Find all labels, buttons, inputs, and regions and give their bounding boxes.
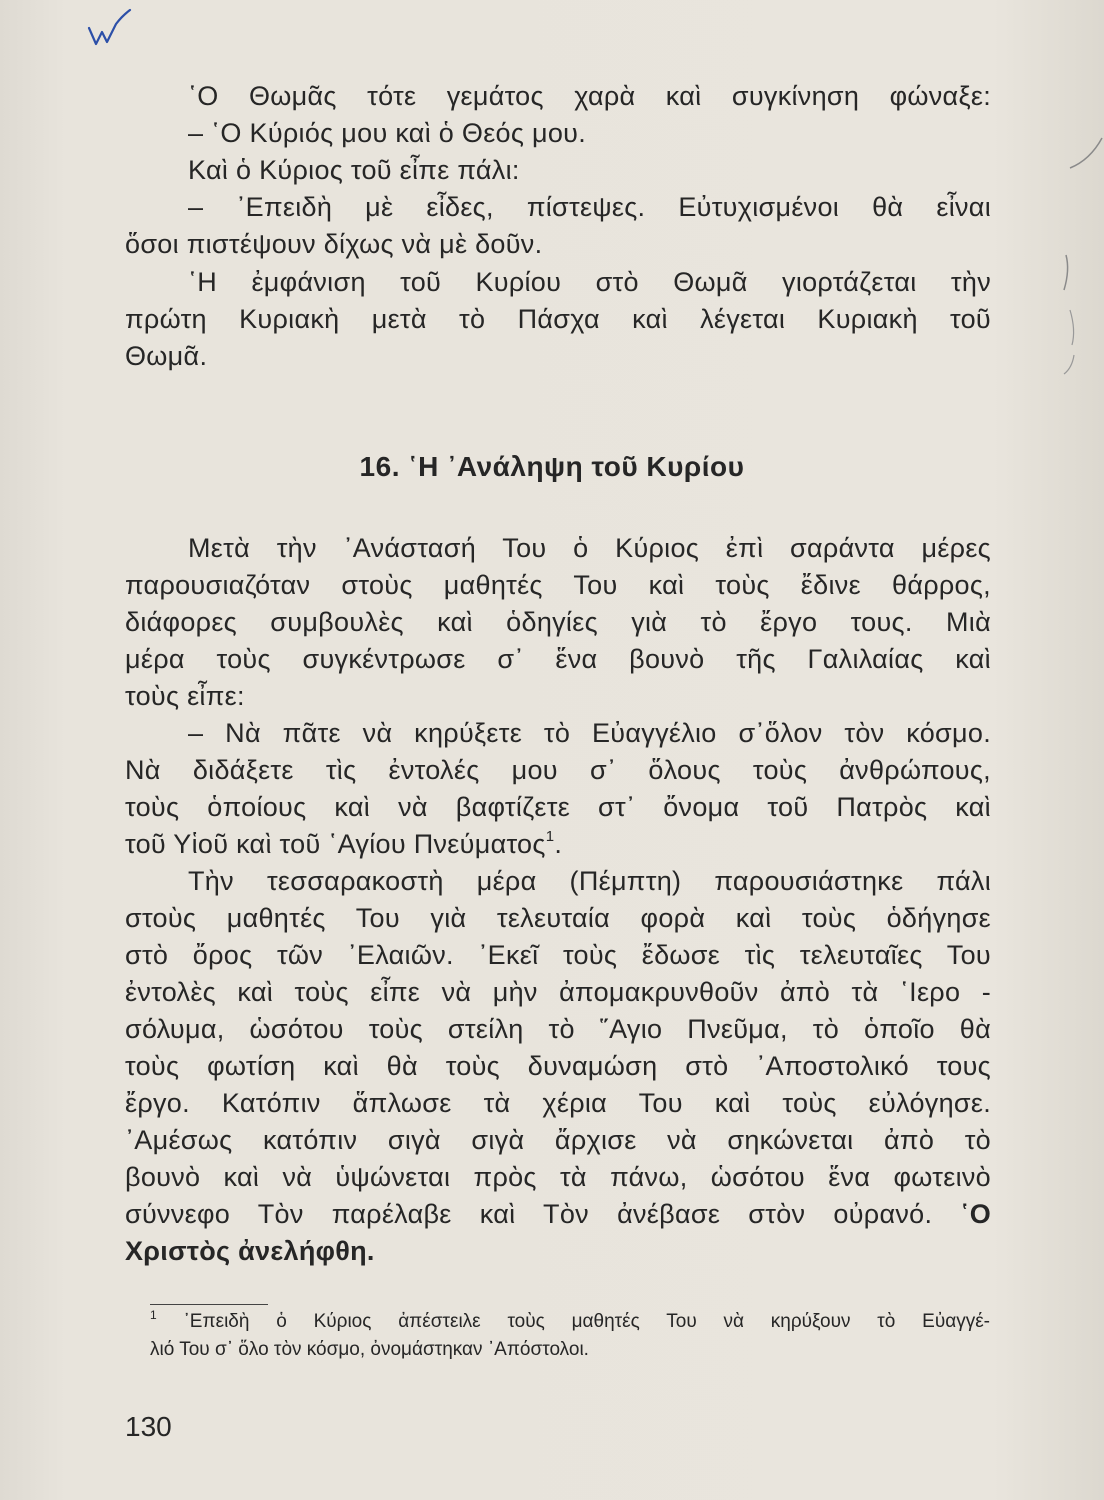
- text-line: ἐντολὲς καὶ τοὺς εἶπε νὰ μὴν ἀπομακρυνθοῦν ἀπὸ τὰ ῾Ιερο -: [125, 977, 991, 1007]
- text-line: ᾿Αμέσως κατόπιν σιγὰ σιγὰ ἄρχισε νὰ σηκώνεται ἀπὸ τὸ: [125, 1125, 991, 1155]
- text-line: στὸ ὄρος τῶν ᾿Ελαιῶν. ᾿Εκεῖ τοὺς ἔδωσε τὶς τελευταῖες Του: [125, 940, 991, 970]
- text-line: Χριστὸς ἀνελήφθη.: [125, 1236, 375, 1266]
- bold-text-run: ῾Ο: [960, 1199, 991, 1229]
- footnote-ref: 1: [545, 828, 555, 845]
- chapter-heading: 16. ῾Η ᾿Ανάληψη τοῦ Κυρίου: [359, 451, 745, 482]
- text-line: ὅσοι πιστέψουν δίχως νὰ μὲ δοῦν.: [125, 229, 543, 259]
- text-line: βουνὸ καὶ νὰ ὑψώνεται πρὸς τὰ πάνω, ὡσότου ἕνα φωτεινὸ: [125, 1162, 991, 1192]
- text-line: στοὺς μαθητές Του γιὰ τελευταία φορὰ καὶ τοὺς ὁδήγησε: [125, 903, 991, 933]
- text-line: – ῾Ο Κύριός μου καὶ ὁ Θεός μου.: [188, 118, 587, 148]
- text-line: τοὺς ὁποίους καὶ νὰ βαφτίζετε στ᾿ ὄνομα τοῦ Πατρὸς καὶ: [125, 792, 991, 822]
- text-run: τοῦ Υἱοῦ καὶ τοῦ ῾Αγίου Πνεύματος: [125, 829, 546, 859]
- text-line: – ᾿Επειδὴ μὲ εἶδες, πίστεψες. Εὐτυχισμένοι θὰ εἶναι: [188, 192, 991, 222]
- pencil-margin-marks: [1050, 130, 1104, 390]
- text-line: πρώτη Κυριακὴ μετὰ τὸ Πάσχα καὶ λέγεται Κυριακὴ τοῦ: [125, 304, 991, 334]
- text-line: ἔργο. Κατόπιν ἅπλωσε τὰ χέρια Του καὶ τοὺς εὐλόγησε.: [125, 1088, 991, 1118]
- text-line: ῾Ο Θωμᾶς τότε γεμάτος χαρὰ καὶ συγκίνηση φώναξε:: [188, 81, 991, 111]
- footnote-line: [150, 1308, 990, 1336]
- text-run: .: [554, 829, 563, 859]
- text-line: παρουσιαζόταν στοὺς μαθητές Του καὶ τοὺς ἔδινε θάρρος,: [125, 570, 991, 600]
- text-line: σόλυμα, ὡσότου τοὺς στείλη τὸ ῞Αγιο Πνεῦμα, τὸ ὁποῖο θὰ: [125, 1014, 991, 1044]
- text-line: – Νὰ πᾶτε νὰ κηρύξετε τὸ Εὐαγγέλιο σ᾿ὅλον τὸν κόσμο.: [188, 718, 991, 748]
- text-run: σύννεφο Τὸν παρέλαβε καὶ Τὸν ἀνέβασε στὸν οὐρανό.: [125, 1199, 933, 1229]
- text-line: Μετὰ τὴν ᾿Ανάστασή Του ὁ Κύριος ἐπὶ σαράντα μέρες: [188, 533, 991, 563]
- text-line: [125, 1197, 991, 1231]
- text-line: μέρα τοὺς συγκέντρωσε σ᾿ ἕνα βουνὸ τῆς Γαλιλαίας καὶ: [125, 644, 991, 674]
- text-line: [125, 827, 991, 861]
- footnote-line: λιό Του σ᾿ ὅλο τὸν κόσμο, ὀνομάστηκαν ᾿Απόστολοι.: [150, 1339, 589, 1360]
- text-line: τοὺς εἶπε:: [125, 681, 245, 711]
- text-line: τοὺς φωτίση καὶ θὰ τοὺς δυναμώση στὸ ᾿Αποστολικό τους: [125, 1051, 991, 1081]
- text-line: διάφορες συμβουλὲς καὶ ὁδηγίες γιὰ τὸ ἔργο τους. Μιὰ: [125, 607, 991, 637]
- footnote-rule: [150, 1304, 268, 1305]
- footnote-marker: 1: [150, 1308, 157, 1322]
- text-line: Τὴν τεσσαρακοστὴ μέρα (Πέμπτη) παρουσιάστηκε πάλι: [188, 866, 991, 896]
- text-line: Θωμᾶ.: [125, 341, 208, 371]
- page-number: 130: [125, 1411, 172, 1442]
- footnote-text: ᾿Επειδὴ ὁ Κύριος ἀπέστειλε τοὺς μαθητές Του νὰ κηρύξουν τὸ Εὐαγγέ-: [183, 1311, 991, 1332]
- text-line: Νὰ διδάξετε τὶς ἐντολές μου σ᾿ ὅλους τοὺς ἀνθρώπους,: [125, 755, 991, 785]
- handwritten-pen-mark: [86, 6, 136, 50]
- text-line: Καὶ ὁ Κύριος τοῦ εἶπε πάλι:: [188, 155, 520, 185]
- text-line: ῾Η ἐμφάνιση τοῦ Κυρίου στὸ Θωμᾶ γιορτάζεται τὴν: [188, 267, 991, 297]
